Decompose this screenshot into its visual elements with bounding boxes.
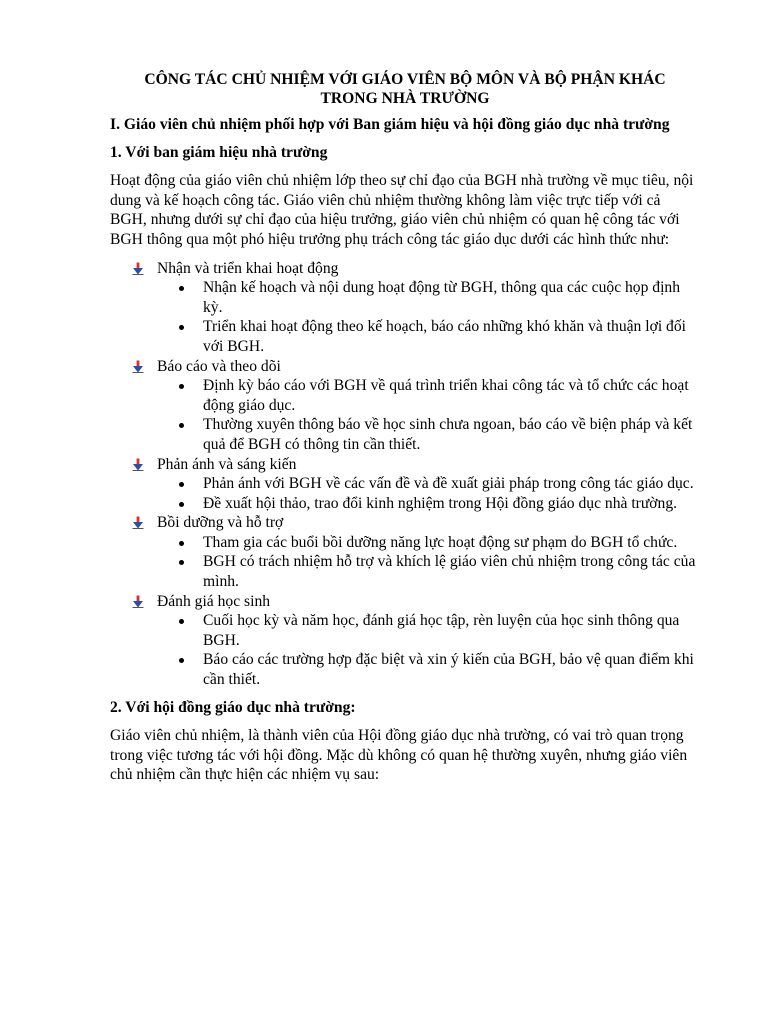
- bullet-icon: [179, 384, 184, 389]
- sub-list-item: [179, 317, 700, 356]
- sub-list-item-text: Phản ánh với BGH về các vấn đề và đề xuất giải pháp trong công tác giáo dục.: [203, 475, 694, 493]
- document-page: [110, 70, 700, 794]
- list-item-label: Đánh giá học sinh: [157, 592, 271, 610]
- sub-list-item: [179, 533, 700, 553]
- sub-list-item-text: Đề xuất hội thảo, trao đổi kinh nghiệm trong Hội đồng giáo dục nhà trường.: [203, 494, 678, 512]
- section-2-paragraph: Giáo viên chủ nhiệm, là thành viên của Hội đồng giáo dục nhà trường, có vai trò quan trọng trong việc tương tác với hội đồng. Mặc dù không có quan hệ thường xuyên, nhưng giáo viên chủ nhiệm cần thực hiện các nhiệm vụ sau:: [110, 727, 688, 784]
- list-item: [132, 513, 700, 591]
- sub-list: [157, 533, 700, 592]
- sub-list-item: [179, 278, 700, 317]
- bullet-icon: [179, 619, 184, 624]
- bullet-icon: [179, 286, 184, 291]
- arrow-down-icon: [132, 458, 144, 471]
- bullet-icon: [179, 541, 184, 546]
- sub-list-item: [179, 611, 700, 650]
- bullet-icon: [179, 658, 184, 663]
- sub-list-item-text: Tham gia các buổi bồi dưỡng năng lực hoạt động sư phạm do BGH tổ chức.: [203, 533, 678, 551]
- sub-list-item-text: Nhận kế hoạch và nội dung hoạt động từ BGH, thông qua các cuộc họp định kỳ.: [203, 279, 681, 316]
- list-item-label: Nhận và triển khai hoạt động: [157, 259, 339, 277]
- arrow-down-icon: [132, 595, 144, 608]
- sub-list-item: [179, 552, 700, 591]
- section-1-list: [110, 259, 700, 690]
- bullet-icon: [179, 325, 184, 330]
- page-title: CÔNG TÁC CHỦ NHIỆM VỚI GIÁO VIÊN BỘ MÔN VÀ BỘ PHẬN KHÁC TRONG NHÀ TRƯỜNG: [144, 71, 666, 107]
- heading-1: I. Giáo viên chủ nhiệm phối hợp với Ban giám hiệu và hội đồng giáo dục nhà trường: [110, 116, 670, 133]
- sub-list-item-text: Định kỳ báo cáo với BGH về quá trình triển khai công tác và tổ chức các hoạt động giáo dục.: [203, 377, 689, 414]
- sub-list-item-text: Báo cáo các trường hợp đặc biệt và xin ý kiến của BGH, bảo vệ quan điểm khi cần thiết.: [203, 651, 694, 689]
- sub-list-item-text: Thường xuyên thông báo về học sinh chưa ngoan, báo cáo về biện pháp và kết quả để BGH có thông tin cần thiết.: [203, 416, 693, 453]
- bullet-icon: [179, 502, 184, 507]
- sub-list: [157, 376, 700, 454]
- bullet-icon: [179, 482, 184, 487]
- list-item-label: Báo cáo và theo dõi: [157, 357, 281, 375]
- arrow-down-icon: [132, 516, 144, 529]
- list-item-label: Phản ánh và sáng kiến: [157, 455, 297, 473]
- bullet-icon: [179, 560, 184, 565]
- bullet-icon: [179, 423, 184, 428]
- sub-list-item-text: Cuối học kỳ và năm học, đánh giá học tập, rèn luyện của học sinh thông qua BGH.: [203, 612, 680, 649]
- arrow-down-icon: [132, 360, 144, 373]
- sub-list-item: [179, 474, 700, 494]
- sub-list: [157, 474, 700, 513]
- arrow-down-icon: [132, 262, 144, 275]
- sub-list-item: [179, 650, 700, 689]
- sub-list: [157, 611, 700, 689]
- sub-list: [157, 278, 700, 356]
- sub-list-item: [179, 415, 700, 454]
- section-1-paragraph: Hoạt động của giáo viên chủ nhiệm lớp theo sự chỉ đạo của BGH nhà trường về mục tiêu, nội dung và kế hoạch công tác. Giáo viên chủ nhiệm thường không làm việc trực tiếp với cả BGH, nhưng dưới sự chỉ đạo của hiệu trưởng, giáo viên chủ nhiệm có quan hệ công tác với BGH thông qua một phó hiệu trưởng phụ trách công tác giáo dục dưới các hình thức như:: [110, 172, 694, 248]
- sub-list-item-text: Triển khai hoạt động theo kế hoạch, báo cáo những khó khăn và thuận lợi đối với BGH.: [203, 318, 686, 355]
- section-1-heading: 1. Với ban giám hiệu nhà trường: [110, 143, 328, 161]
- section-2-heading: 2. Với hội đồng giáo dục nhà trường:: [110, 698, 356, 716]
- list-item: [132, 592, 700, 690]
- list-item: [132, 259, 700, 357]
- list-item-label: Bồi dưỡng và hỗ trợ: [157, 514, 284, 532]
- sub-list-item: [179, 494, 700, 514]
- list-item: [132, 357, 700, 455]
- list-item: [132, 455, 700, 514]
- sub-list-item: [179, 376, 700, 415]
- sub-list-item-text: BGH có trách nhiệm hỗ trợ và khích lệ giáo viên chủ nhiệm trong công tác của mình.: [203, 553, 696, 591]
